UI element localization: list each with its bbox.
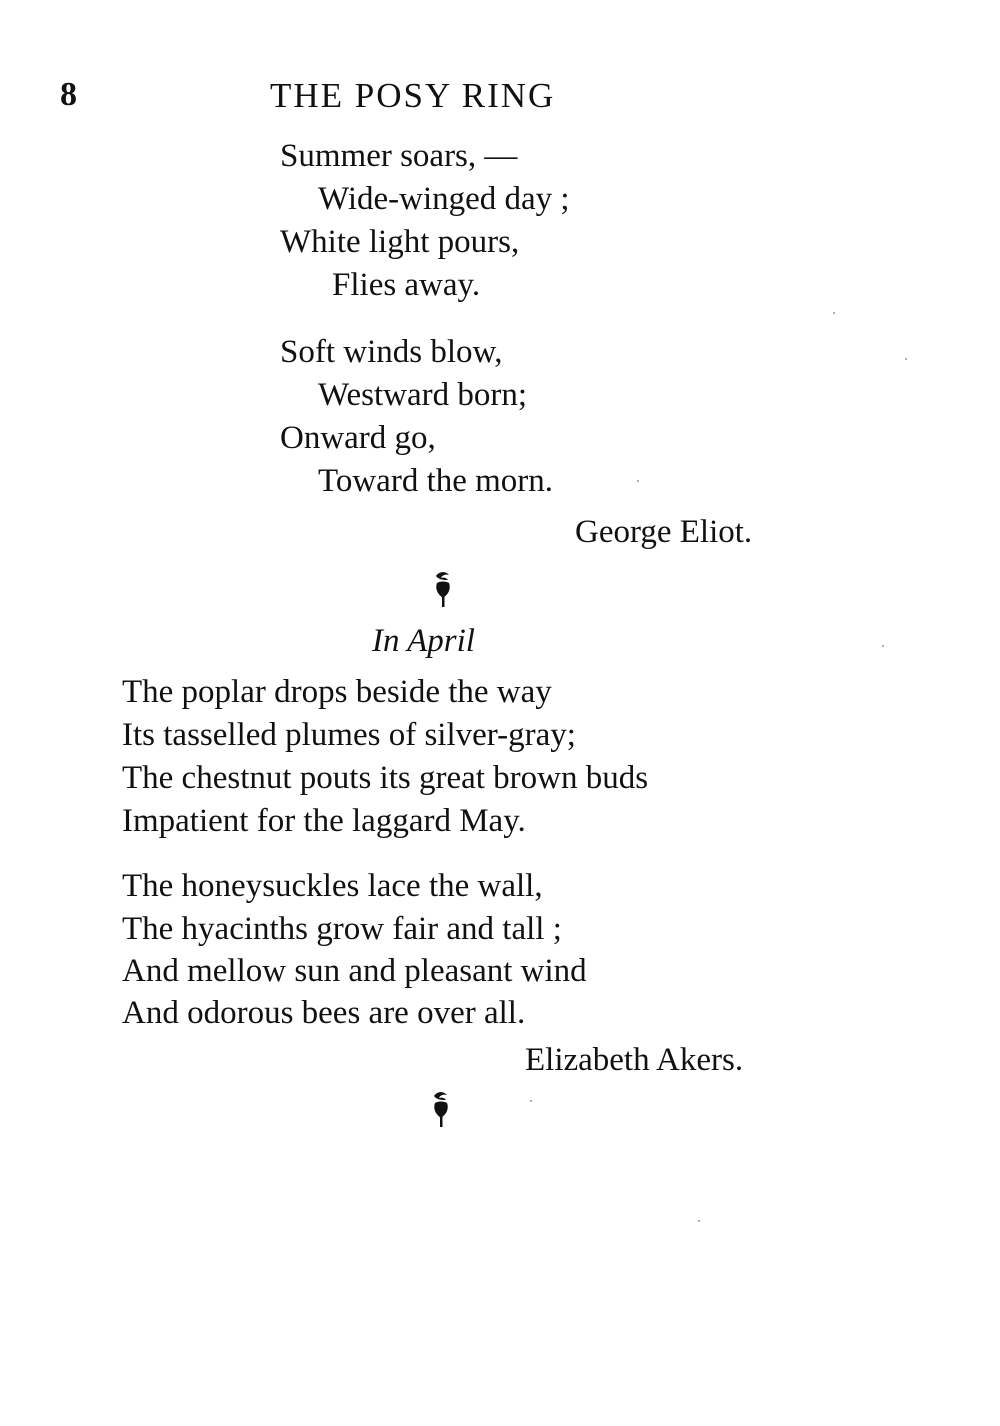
poem-author: Elizabeth Akers. (525, 1042, 744, 1078)
poem-line: Toward the morn. (318, 463, 554, 499)
poem-line: And odorous bees are over all. (122, 995, 526, 1031)
poem-line: White light pours, (280, 224, 520, 260)
poem-line: Wide-winged day ; (318, 181, 570, 217)
scan-speck (882, 645, 884, 647)
vase-ornament-icon (428, 1090, 454, 1130)
poem-line: The poplar drops beside the way (122, 674, 552, 710)
poem-line: The chestnut pouts its great brown buds (122, 760, 649, 796)
poem-line: Onward go, (280, 420, 436, 456)
vase-ornament-icon (430, 570, 456, 610)
poem-title: In April (372, 623, 475, 659)
poem-line: Its tasselled plumes of silver-gray; (122, 717, 576, 753)
scan-speck (637, 480, 639, 482)
poem-line: Impatient for the laggard May. (122, 803, 526, 839)
poem-line: The hyacinths grow fair and tall ; (122, 911, 562, 947)
poem-author: George Eliot. (575, 514, 753, 550)
scan-speck (833, 312, 835, 314)
page-number: 8 (60, 76, 77, 113)
scan-speck (530, 1100, 532, 1102)
poem-line: And mellow sun and pleasant wind (122, 953, 587, 989)
scan-speck (905, 358, 907, 360)
scan-speck (698, 1220, 700, 1222)
poem-line: The honeysuckles lace the wall, (122, 868, 543, 904)
poem-line: Flies away. (332, 267, 481, 303)
running-title: THE POSY RING (270, 76, 556, 115)
poem-line: Westward born; (318, 377, 528, 413)
poem-line: Soft winds blow, (280, 334, 503, 370)
poem-line: Summer soars, — (280, 138, 518, 174)
